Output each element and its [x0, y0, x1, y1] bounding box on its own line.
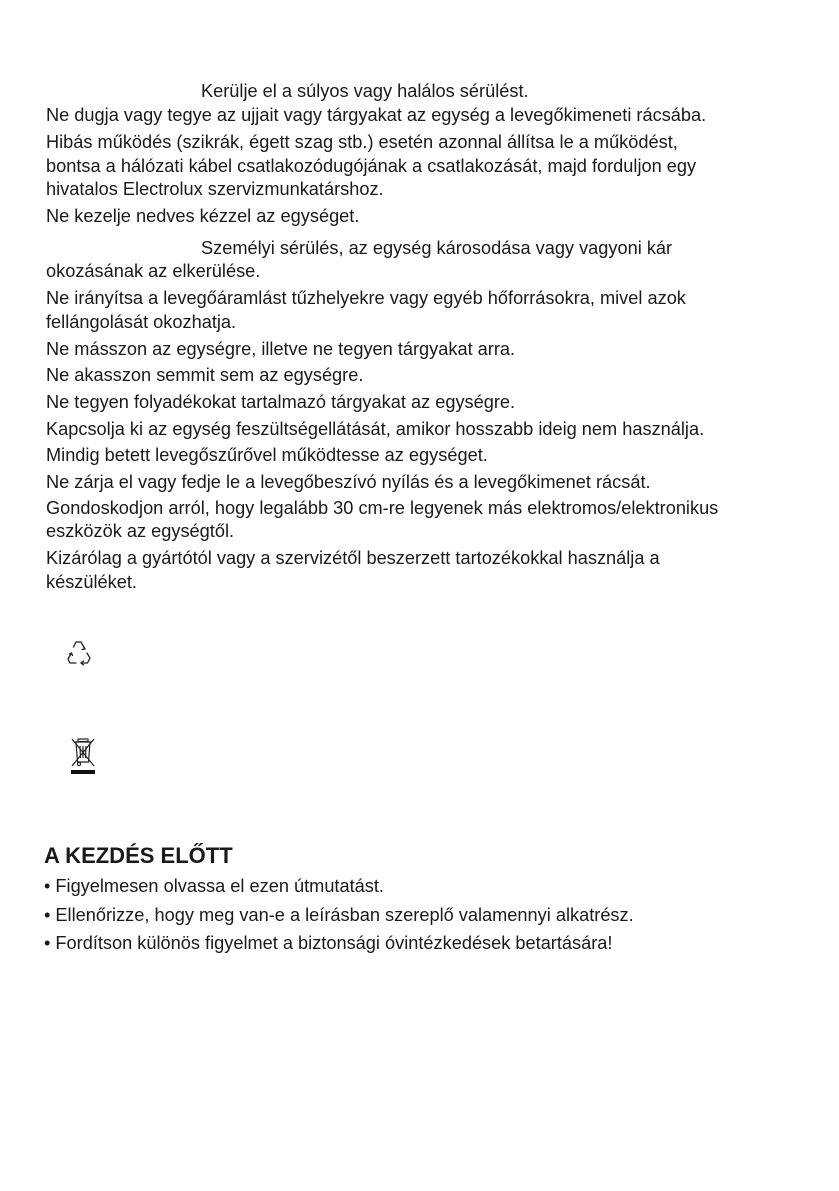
warning-line: hivatalos Electrolux szervizmunkatárshoz.	[46, 179, 384, 199]
caution-line: eszközök az egységtől.	[46, 521, 235, 541]
bullet-item: • Ellenőrizze, hogy meg van-e a leírásban szereplő valamennyi alkatrész.	[44, 905, 634, 925]
bullet-item: • Fordítson különös figyelmet a biztonsági óvintézkedések betartására!	[44, 933, 613, 953]
caution-line: készüléket.	[46, 572, 137, 592]
caution-line: Ne másszon az egységre, illetve ne tegyen tárgyakat arra.	[46, 339, 516, 359]
caution-line: Ne irányítsa a levegőáramlást tűzhelyekre vagy egyéb hőforrásokra, mivel azok	[46, 288, 686, 308]
warning-line: Hibás működés (szikrák, égett szag stb.) esetén azonnal állítsa le a működést,	[46, 132, 678, 152]
caution-line: Ne akasszon semmit sem az egységre.	[46, 365, 364, 385]
warning-line: Ne kezelje nedves kézzel az egységet.	[46, 206, 360, 226]
caution-line: Mindig betett levegőszűrővel működtesse az egységet.	[46, 445, 488, 465]
caution-line: fellángolását okozhatja.	[46, 312, 237, 332]
caution-lead: Személyi sérülés, az egység károsodása vagy vagyoni kár	[201, 238, 673, 258]
warning-line: bontsa a hálózati kábel csatlakozódugójának a csatlakozását, majd forduljon egy	[46, 156, 697, 176]
recycle-icon	[64, 638, 94, 668]
caution-line: Ne zárja el vagy fedje le a levegőbeszívó nyílás és a levegőkimenet rácsát.	[46, 472, 651, 492]
caution-line: Ne tegyen folyadékokat tartalmazó tárgyakat az egységre.	[46, 392, 516, 412]
caution-line: okozásának az elkerülése.	[46, 261, 261, 281]
warning-lead: Kerülje el a súlyos vagy halálos sérülést.	[201, 81, 529, 101]
section-heading: A KEZDÉS ELŐTT	[44, 843, 233, 868]
caution-line: Kizárólag a gyártótól vagy a szervizétől beszerzett tartozékokkal használja a	[46, 548, 660, 568]
caution-line: Kapcsolja ki az egység feszültségellátását, amikor hosszabb ideig nem használja.	[46, 419, 705, 439]
caution-line: Gondoskodjon arról, hogy legalább 30 cm-re legyenek más elektromos/elektronikus	[46, 498, 719, 518]
bullet-item: • Figyelmesen olvassa el ezen útmutatást.	[44, 876, 384, 896]
crossed-out-bin-icon	[70, 737, 96, 777]
warning-line: Ne dugja vagy tegye az ujjait vagy tárgyakat az egység a levegőkimeneti rácsába.	[46, 105, 707, 125]
